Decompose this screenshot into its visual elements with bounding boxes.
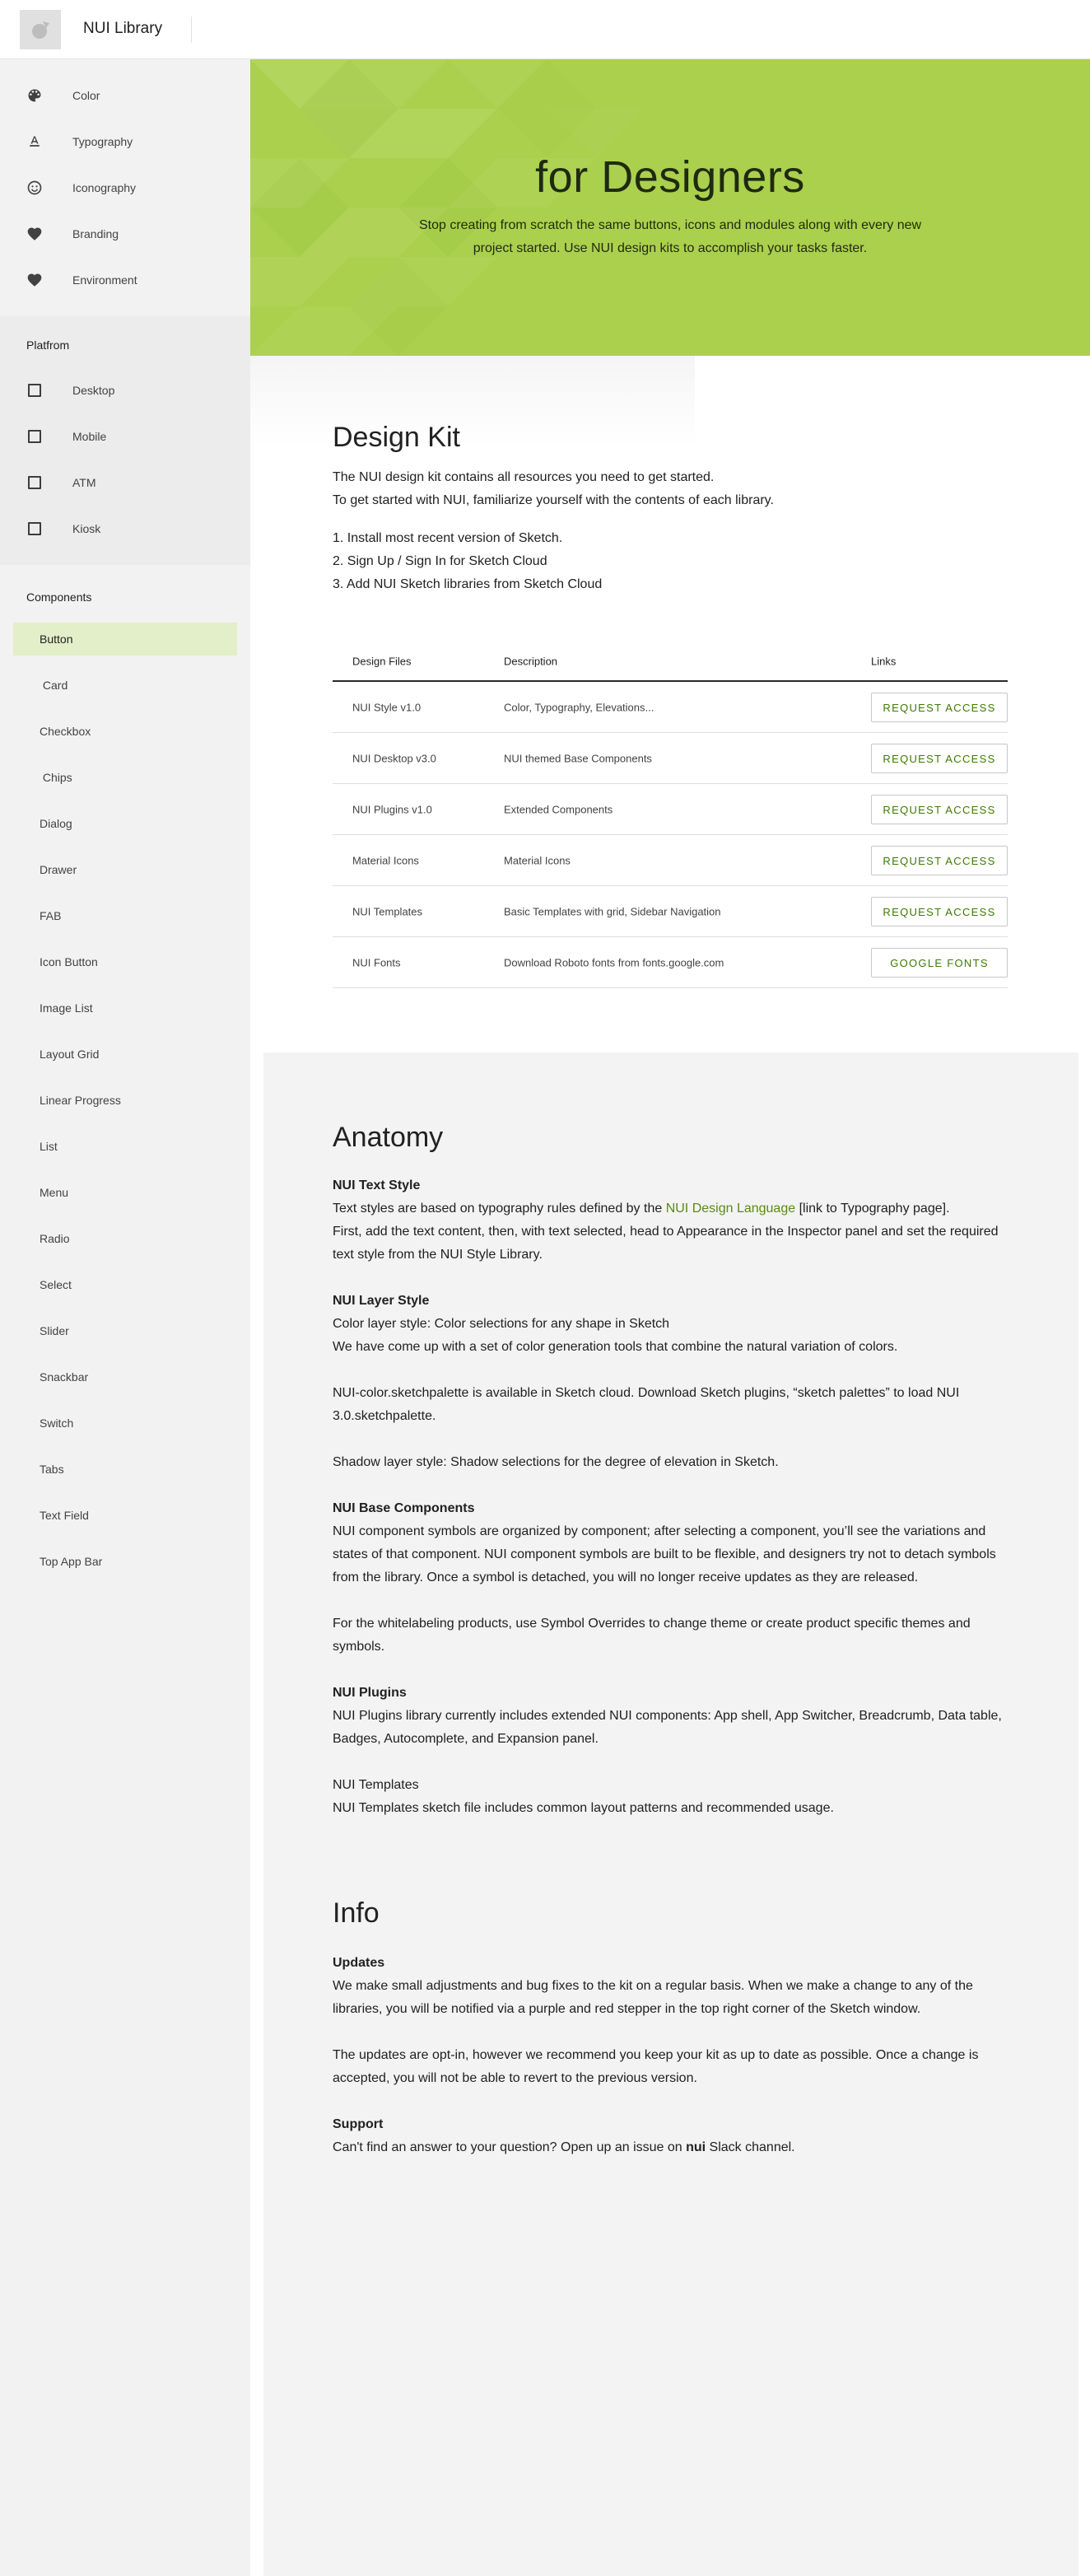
sidebar-section-foundations	[0, 59, 250, 316]
info-body	[333, 1952, 1008, 2182]
sidebar-item-label: List	[40, 1140, 58, 1153]
text-style-text: First, add the text content, then, with text selected, head to Appearance in the Inspector panel and set the required text style from the NUI Style Library.	[333, 1225, 999, 1262]
text-style-text: [link to Typography page].	[795, 1202, 950, 1216]
sidebar-item-label: Checkbox	[40, 725, 91, 738]
templates-text: NUI Templates sketch file includes common layout patterns and recommended usage.	[333, 1801, 834, 1815]
sidebar-item-label: Dialog	[40, 817, 72, 830]
toolbar-divider	[191, 16, 192, 43]
slack-channel-name: nui	[686, 2140, 706, 2154]
sidebar	[0, 59, 250, 2576]
anatomy-body	[333, 1174, 1008, 1843]
sidebar-item-chips[interactable]	[13, 761, 237, 794]
plugins-text: NUI Plugins library currently includes extended NUI components: App shell, App Switcher, Breadcrumb, Data table, Badges, Autocomplete, and Expansion panel.	[333, 1709, 1002, 1746]
hero-fade	[250, 356, 695, 446]
cell-description: Download Roboto fonts from fonts.google.com	[504, 956, 724, 968]
sidebar-item-kiosk[interactable]	[13, 512, 237, 545]
request-access-button[interactable]: REQUEST ACCESS	[871, 846, 1008, 875]
checkbox-icon	[26, 382, 43, 399]
logo-icon	[28, 18, 53, 41]
templates-section	[333, 1774, 1008, 1820]
sidebar-item-label: Card	[40, 679, 68, 692]
table-row	[333, 937, 1008, 988]
sidebar-section-components	[0, 565, 250, 2576]
support-section	[333, 2113, 1008, 2159]
sidebar-item-select[interactable]	[13, 1268, 237, 1301]
column-header-links: Links	[871, 655, 897, 668]
sidebar-item-checkbox[interactable]	[13, 715, 237, 748]
layer-style-palette: NUI-color.sketchpalette is available in Sketch cloud. Download Sketch plugins, “sketch palettes” to load NUI 3.0.sketchpalette.	[333, 1386, 960, 1423]
sidebar-item-desktop[interactable]	[13, 374, 237, 407]
components-heading: Components	[26, 590, 92, 604]
table-row	[333, 784, 1008, 835]
design-kit-intro-line: To get started with NUI, familiarize yourself with the contents of each library.	[333, 493, 774, 507]
info-title: Info	[333, 1897, 380, 1929]
sidebar-section-platform	[0, 316, 250, 565]
cell-design-file: NUI Templates	[352, 905, 423, 917]
sidebar-item-label: Menu	[40, 1186, 69, 1199]
layer-style-text: Color layer style: Color selections for any shape in Sketch	[333, 1317, 670, 1331]
layer-style-section	[333, 1290, 1008, 1359]
table-row	[333, 886, 1008, 937]
text-style-section	[333, 1174, 1008, 1267]
logo[interactable]	[20, 10, 61, 49]
checkbox-icon	[26, 520, 43, 537]
support-heading: Support	[333, 2117, 384, 2131]
sidebar-item-tabs[interactable]	[13, 1453, 237, 1486]
sidebar-item-label: Image List	[40, 1001, 93, 1015]
sidebar-item-label: Icon Button	[40, 955, 98, 968]
sidebar-item-branding[interactable]	[13, 217, 237, 250]
sidebar-item-label: Text Field	[40, 1509, 89, 1522]
sidebar-item-linear-progress[interactable]	[13, 1084, 237, 1117]
sidebar-item-label: Button	[40, 632, 73, 646]
layer-style-heading: NUI Layer Style	[333, 1294, 430, 1308]
sidebar-item-icon-button[interactable]	[13, 945, 237, 978]
sidebar-item-label: Color	[72, 89, 100, 102]
sidebar-item-label: Radio	[40, 1232, 70, 1245]
updates-section	[333, 1952, 1008, 2021]
sidebar-item-slider[interactable]	[13, 1314, 237, 1347]
hero-pattern	[250, 59, 695, 356]
updates-text: We make small adjustments and bug fixes to the kit on a regular basis. When we make a change to any of the libraries, you will be notified via a purple and red stepper in the top right corner of the Sketch window.	[333, 1979, 973, 2016]
cell-design-file: NUI Style v1.0	[352, 701, 422, 713]
design-kit-intro	[333, 466, 1008, 512]
cell-description: Extended Components	[504, 803, 613, 815]
sidebar-item-menu[interactable]	[13, 1176, 237, 1209]
column-header-design-files: Design Files	[352, 655, 412, 668]
step-item: 3. Add NUI Sketch libraries from Sketch Cloud	[333, 577, 603, 591]
sidebar-item-list[interactable]	[13, 1130, 237, 1163]
sidebar-item-label: Linear Progress	[40, 1094, 121, 1107]
sidebar-item-switch[interactable]	[13, 1407, 237, 1440]
step-item: 1. Install most recent version of Sketch.	[333, 531, 563, 545]
sidebar-item-top-app-bar[interactable]	[13, 1545, 237, 1578]
sidebar-item-mobile[interactable]	[13, 420, 237, 453]
sidebar-item-label: Kiosk	[72, 522, 101, 535]
cell-description: Color, Typography, Elevations...	[504, 701, 654, 713]
sidebar-item-iconography[interactable]	[13, 171, 237, 204]
sidebar-item-label: Top App Bar	[40, 1555, 103, 1568]
sidebar-item-label: Slider	[40, 1324, 69, 1337]
cell-design-file: NUI Desktop v3.0	[352, 752, 436, 764]
sidebar-item-text-field[interactable]	[13, 1499, 237, 1532]
sidebar-item-drawer[interactable]	[13, 853, 237, 886]
updates-optin: The updates are opt-in, however we recommend you keep your kit as up to date as possible. Once a change is accepted, you will not be able to revert to the previous version.	[333, 2048, 979, 2085]
plugins-heading: NUI Plugins	[333, 1686, 407, 1700]
step-item: 2. Sign Up / Sign In for Sketch Cloud	[333, 554, 547, 568]
cell-design-file: Material Icons	[352, 854, 419, 866]
text-style-heading: NUI Text Style	[333, 1178, 421, 1192]
sidebar-item-radio[interactable]	[13, 1222, 237, 1255]
cell-description: NUI themed Base Components	[504, 752, 652, 764]
sidebar-item-typography[interactable]	[13, 125, 237, 158]
sidebar-item-layout-grid[interactable]	[13, 1038, 237, 1071]
heart-icon	[26, 226, 43, 242]
cell-design-file: NUI Plugins v1.0	[352, 803, 432, 815]
table-body	[333, 682, 1008, 988]
hero-subtitle: Stop creating from scratch the same buttons, icons and modules along with every new project started. Use NUI design kits to accomplish your tasks faster.	[418, 218, 922, 255]
request-access-button[interactable]: REQUEST ACCESS	[871, 693, 1008, 722]
design-kit-intro-line: The NUI design kit contains all resources you need to get started.	[333, 470, 715, 484]
cell-description: Material Icons	[504, 854, 571, 866]
sidebar-item-label: Typography	[72, 135, 133, 148]
sidebar-item-fab[interactable]	[13, 899, 237, 932]
sidebar-item-label: Iconography	[72, 181, 137, 194]
sidebar-item-color[interactable]	[13, 79, 237, 112]
request-access-button[interactable]: REQUEST ACCESS	[871, 744, 1008, 773]
sidebar-item-label: ATM	[72, 476, 96, 489]
base-components-text: NUI component symbols are organized by component; after selecting a component, you’ll see the variations and states of that component. NUI component symbols are built to be flexible, and designers try not to detach symbols from the library. Once a symbol is detached, you will no longer receive updates as they are released.	[333, 1524, 996, 1584]
templates-heading: NUI Templates	[333, 1778, 419, 1792]
google-fonts-button[interactable]: GOOGLE FONTS	[871, 948, 1008, 978]
sidebar-item-label: Environment	[72, 273, 137, 287]
hero-title: for Designers	[535, 152, 805, 202]
sidebar-item-image-list[interactable]	[13, 992, 237, 1024]
table-row	[333, 733, 1008, 784]
plugins-section	[333, 1682, 1008, 1751]
sidebar-item-card[interactable]	[13, 669, 237, 702]
table-row	[333, 682, 1008, 733]
sidebar-item-dialog[interactable]	[13, 807, 237, 840]
request-access-button[interactable]: REQUEST ACCESS	[871, 795, 1008, 824]
palette-icon	[26, 87, 43, 104]
sidebar-item-label: Select	[40, 1278, 72, 1291]
text-style-text: Text styles are based on typography rules defined by the	[333, 1202, 666, 1216]
checkbox-icon	[26, 428, 43, 445]
cell-description: Basic Templates with grid, Sidebar Navigation	[504, 905, 721, 917]
sidebar-item-label: Mobile	[72, 430, 107, 443]
sidebar-item-label: Layout Grid	[40, 1048, 100, 1061]
platform-heading: Platfrom	[26, 338, 70, 352]
table-header	[333, 642, 1008, 682]
checkbox-icon	[26, 474, 43, 491]
layer-style-text: We have come up with a set of color generation tools that combine the natural variation of colors.	[333, 1340, 898, 1354]
sidebar-item-label: FAB	[40, 909, 62, 922]
sidebar-item-label: Chips	[40, 771, 72, 784]
sidebar-item-label: Tabs	[40, 1463, 64, 1476]
sidebar-item-label: Desktop	[72, 384, 115, 397]
sidebar-item-label: Branding	[72, 227, 119, 240]
design-files-table	[333, 642, 1008, 988]
smiley-icon	[26, 180, 43, 196]
base-components-whitelabel: For the whitelabeling products, use Symbol Overrides to change theme or create product specific themes and symbols.	[333, 1617, 971, 1654]
support-text: Slack channel.	[706, 2140, 795, 2154]
heart-icon	[26, 272, 43, 288]
sidebar-item-label: Switch	[40, 1416, 74, 1430]
hero-banner	[250, 59, 1090, 356]
base-components-heading: NUI Base Components	[333, 1501, 475, 1515]
cell-design-file: NUI Fonts	[352, 956, 401, 968]
layer-style-shadow: Shadow layer style: Shadow selections for the degree of elevation in Sketch.	[333, 1455, 779, 1469]
base-components-section	[333, 1497, 1008, 1589]
sidebar-item-atm[interactable]	[13, 466, 237, 499]
app-title: NUI Library	[83, 20, 163, 37]
request-access-button[interactable]: REQUEST ACCESS	[871, 897, 1008, 926]
sidebar-item-label: Snackbar	[40, 1370, 89, 1384]
design-kit-title: Design Kit	[333, 422, 460, 453]
column-header-description: Description	[504, 655, 558, 668]
text-format-icon	[26, 133, 43, 150]
top-app-bar	[0, 0, 1090, 59]
support-text: Can't find an answer to your question? Open up an issue on	[333, 2140, 687, 2154]
sidebar-item-label: Drawer	[40, 863, 77, 876]
anatomy-title: Anatomy	[333, 1122, 444, 1153]
sidebar-item-snackbar[interactable]	[13, 1360, 237, 1393]
sidebar-item-environment[interactable]	[13, 264, 237, 296]
nui-design-language-link[interactable]: NUI Design Language	[665, 1202, 796, 1216]
updates-heading: Updates	[333, 1956, 385, 1970]
design-kit-steps	[333, 527, 602, 596]
table-row	[333, 835, 1008, 886]
sidebar-item-button[interactable]	[13, 623, 237, 656]
